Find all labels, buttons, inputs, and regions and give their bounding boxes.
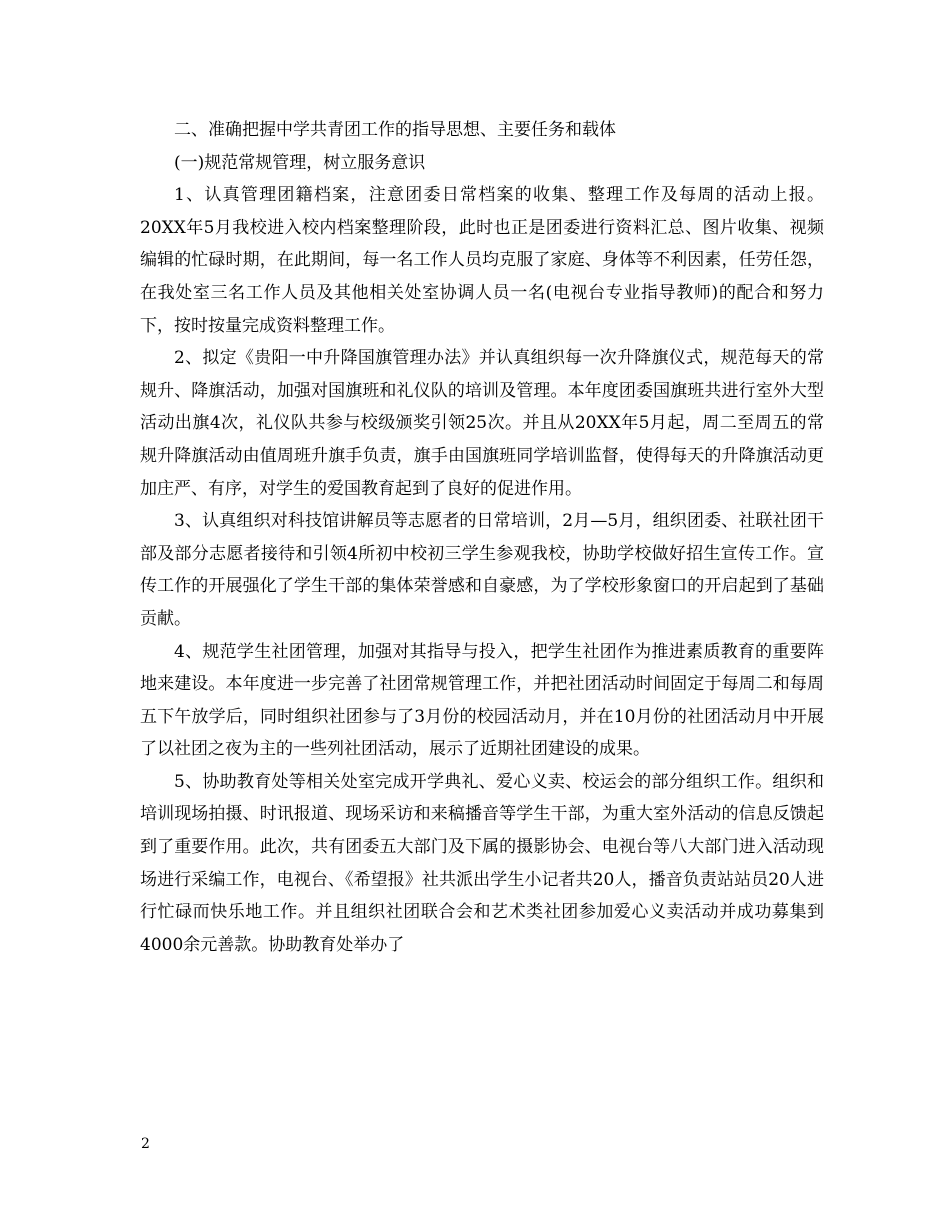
page-number: 2 <box>141 1136 150 1152</box>
paragraph-4: 4、规范学生社团管理，加强对其指导与投入，把学生社团作为推进素质教育的重要阵地来建设。本年度进一步完善了社团常规管理工作，并把社团活动时间固定于每周二和每周五下午放学后，同时组织社团参与了3月份的校园活动月，并在10月份的社团活动月中开展了以社团之夜为主的一些列社团活动，展示了近期社团建设的成果。 <box>140 641 824 760</box>
paragraph-5: 5、协助教育处等相关处室完成开学典礼、爱心义卖、校运会的部分组织工作。组织和培训现场拍摄、时讯报道、现场采访和来稿播音等学生干部，为重大室外活动的信息反馈起到了重要作用。此次，共有团委五大部门及下属的摄影协会、电视台等八大部门进入活动现场进行采编工作，电视台、《希望报》社共派出学生小记者共20人，播音负责站站员20人进行忙碌而快乐地工作。并且组织社团联合会和艺术类社团参加爱心义卖活动并成功募集到4000余元善款。协助教育处举办了 <box>140 771 824 955</box>
subsection-heading: (一)规范常规管理，树立服务意识 <box>174 152 426 173</box>
section-heading: 二、准确把握中学共青团工作的指导思想、主要任务和载体 <box>174 120 616 140</box>
paragraph-1: 1、认真管理团籍档案，注意团委日常档案的收集、整理工作及每周的活动上报。20XX年5月我校进入校内档案整理阶段，此时也正是团委进行资料汇总、图片收集、视频编辑的忙碌时期，在此期间，每一名工作人员均克服了家庭、身体等不利因素，任劳任怨，在我处室三名工作人员及其他相关处室协调人员一名(电视台专业指导教师)的配合和努力下，按时按量完成资料整理工作。 <box>140 185 824 336</box>
paragraph-2: 2、拟定《贵阳一中升降国旗管理办法》并认真组织每一次升降旗仪式，规范每天的常规升、降旗活动，加强对国旗班和礼仪队的培训及管理。本年度团委国旗班共进行室外大型活动出旗4次，礼仪队共参与校级颁奖引领25次。并且从20XX年5月起，周二至周五的常规升降旗活动由值周班升旗手负责，旗手由国旗班同学培训监督，使得每天的升降旗活动更加庄严、有序，对学生的爱国教育起到了良好的促进作用。 <box>140 348 824 499</box>
paragraph-3: 3、认真组织对科技馆讲解员等志愿者的日常培训，2月—5月，组织团委、社联社团干部及部分志愿者接待和引领4所初中校初三学生参观我校，协助学校做好招生宣传工作。宣传工作的开展强化了学生干部的集体荣誉感和自豪感，为了学校形象窗口的开启起到了基础贡献。 <box>140 511 824 629</box>
document-body <box>140 114 824 961</box>
